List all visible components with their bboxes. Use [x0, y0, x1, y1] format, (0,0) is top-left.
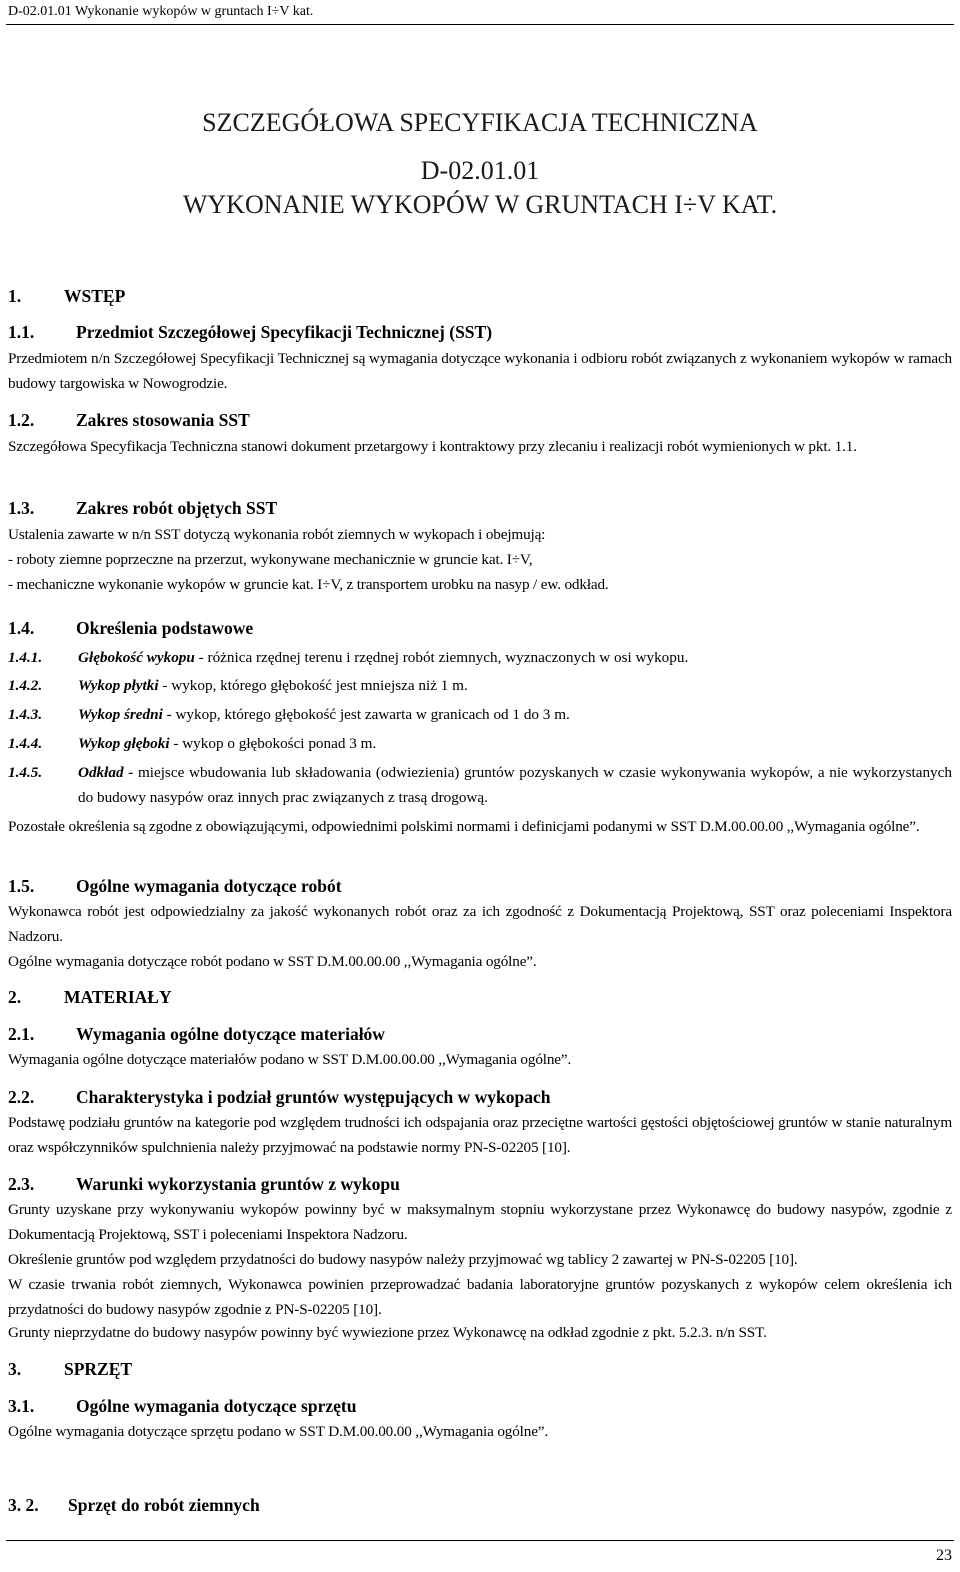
definition-number: 1.4.5. [8, 764, 43, 781]
subsection-heading [8, 408, 250, 432]
paragraph: Grunty nieprzydatne do budowy nasypów powinny być wywiezione przez Wykonawcę na odkład zgodnie z pkt. 5.2.3. n/n SST. [8, 1324, 767, 1341]
definition-item [8, 645, 952, 670]
definition-text: - wykop o głębokości ponad 3 m. [169, 735, 377, 752]
definition-term: Wykop głęboki [78, 735, 170, 752]
subsection-title: Wymagania ogólne dotyczące materiałów [76, 1024, 385, 1044]
paragraph: Ogólne wymagania dotyczące sprzętu podano w SST D.M.00.00.00 ,,Wymagania ogólne”. [8, 1423, 549, 1440]
subsection-title: Warunki wykorzystania gruntów z wykopu [76, 1174, 400, 1194]
section-heading [8, 1357, 132, 1381]
subsection-title: Zakres robót objętych SST [76, 498, 278, 518]
subsection-number: 1.5. [8, 876, 35, 896]
section-title: SPRZĘT [64, 1359, 133, 1379]
subsection-number: 2.2. [8, 1087, 35, 1107]
document-subtitle: WYKONANIE WYKOPÓW W GRUNTACH I÷V KAT. [182, 190, 778, 219]
definition-term: Wykop płytki [78, 677, 159, 694]
subsection-number: 3. 2. [8, 1495, 39, 1515]
definition-item [8, 673, 952, 698]
definition-text: - różnica rzędnej terenu i rzędnej robót ziemnych, wyznaczonych w osi wykopu. [194, 649, 689, 666]
subsection-number: 1.1. [8, 322, 35, 342]
subsection-heading [8, 496, 277, 520]
subsection-title: Ogólne wymagania dotyczące robót [76, 876, 342, 896]
subsection-number: 1.2. [8, 410, 35, 430]
definition-number: 1.4.1. [8, 649, 43, 666]
subsection-title: Przedmiot Szczegółowej Specyfikacji Technicznej (SST) [76, 322, 493, 342]
section-title: MATERIAŁY [64, 987, 172, 1007]
paragraph: Pozostałe określenia są zgodne z obowiązującymi, odpowiednimi polskimi normami i definicjami podanymi w SST D.M.00.00.00 ,,Wymagania ogólne”. [8, 818, 920, 835]
paragraph: Grunty uzyskane przy wykonywaniu wykopów powinny być w maksymalnym stopniu wykorzystane przez Wykonawcę do budowy nasypów, zgodnie z Dokumentacją Projektową, SST i poleceniami Inspektora Nadzoru. [8, 1201, 952, 1243]
definition-term: Głębokość wykopu [78, 649, 195, 666]
subsection-number: 2.3. [8, 1174, 35, 1194]
header-rule [6, 24, 954, 25]
paragraph [8, 522, 952, 597]
subsection-number: 3.1. [8, 1396, 35, 1416]
subsection-number: 1.3. [8, 498, 35, 518]
section-heading [8, 284, 125, 308]
subsection-heading [8, 1022, 385, 1046]
section-title: WSTĘP [64, 286, 126, 306]
subsection-heading [8, 1172, 400, 1196]
subsection-heading [8, 320, 492, 344]
subsection-number: 2.1. [8, 1024, 35, 1044]
definition-item [8, 731, 952, 756]
page-number: 23 [936, 1547, 952, 1564]
document-title: SZCZEGÓŁOWA SPECYFIKACJA TECHNICZNA [202, 108, 758, 137]
subsection-heading [8, 874, 342, 898]
section-number: 1. [8, 286, 22, 306]
definition-item [8, 760, 952, 810]
section-number: 2. [8, 987, 22, 1007]
paragraph: Wykonawca robót jest odpowiedzialny za jakość wykonanych robót oraz za ich zgodność z Dokumentacją Projektową, SST oraz poleceniami Inspektora Nadzoru. [8, 903, 952, 945]
document-code: D-02.01.01 [420, 156, 540, 185]
definition-number: 1.4.2. [8, 677, 43, 694]
paragraph: Ogólne wymagania dotyczące robót podano w SST D.M.00.00.00 ,,Wymagania ogólne”. [8, 953, 537, 970]
list-item: - mechaniczne wykonanie wykopów w gruncie kat. I÷V, z transportem urobku na nasyp / ew. odkład. [8, 576, 609, 593]
subsection-title: Zakres stosowania SST [76, 410, 250, 430]
section-number: 3. [8, 1359, 22, 1379]
subsection-heading [8, 1085, 550, 1109]
subsection-number: 1.4. [8, 618, 35, 638]
running-header: D-02.01.01 Wykonanie wykopów w gruntach I÷V kat. [8, 4, 314, 19]
definition-text: - wykop, którego głębokość jest zawarta w granicach od 1 do 3 m. [162, 706, 570, 723]
paragraph: Wymagania ogólne dotyczące materiałów podano w SST D.M.00.00.00 ,,Wymagania ogólne”. [8, 1051, 572, 1068]
subsection-heading [8, 1394, 356, 1418]
subsection-heading [8, 616, 253, 640]
definition-number: 1.4.4. [8, 735, 43, 752]
paragraph: Podstawę podziału gruntów na kategorie pod względem trudności ich odspajania oraz przeciętne wartości gęstości objętościowej gruntów w stanie naturalnym oraz współczynników spulchnienia należy przyjmować na podstawie normy PN-S-02205 [10]. [8, 1114, 952, 1156]
definition-term: Wykop średni [78, 706, 163, 723]
definition-text: - wykop, którego głębokość jest mniejsza niż 1 m. [158, 677, 468, 694]
subsection-title: Ogólne wymagania dotyczące sprzętu [76, 1396, 357, 1416]
definition-text: miejsce wbudowania lub składowania (odwiezienia) gruntów pozyskanych w czasie wykonywania wykopów, a nie wykorzystanych do budowy nasypów oraz innych prac związanych z trasą drogową. [78, 764, 952, 806]
subsection-title: Sprzęt do robót ziemnych [68, 1495, 260, 1515]
list-item: - roboty ziemne poprzeczne na przerzut, wykonywane mechanicznie w gruncie kat. I÷V, [8, 551, 533, 568]
paragraph: Określenie gruntów pod względem przydatności do budowy nasypów należy przyjmować wg tablicy 2 zawartej w PN-S-02205 [10]. [8, 1251, 798, 1268]
paragraph-intro: Ustalenia zawarte w n/n SST dotyczą wykonania robót ziemnych w wykopach i obejmują: [8, 526, 546, 543]
definition-item [8, 702, 952, 727]
definition-term: Odkład - [78, 764, 134, 781]
section-heading [8, 985, 172, 1009]
definition-number: 1.4.3. [8, 706, 43, 723]
subsection-title: Określenia podstawowe [76, 618, 254, 638]
paragraph: Przedmiotem n/n Szczegółowej Specyfikacji Technicznej są wymagania dotyczące wykonania i odbioru robót związanych z wykonaniem wykopów w ramach budowy targowiska w Nowogrodzie. [8, 350, 952, 392]
paragraph: Szczegółowa Specyfikacja Techniczna stanowi dokument przetargowy i kontraktowy przy zlecaniu i realizacji robót wymienionych w pkt. 1.1. [8, 438, 857, 455]
paragraph: W czasie trwania robót ziemnych, Wykonawca powinien przeprowadzać badania laboratoryjne gruntów pozyskanych z wykopów celem określenia ich przydatności do budowy nasypów zgodnie z PN-S-02205 [10]. [8, 1276, 952, 1318]
footer-rule [6, 1540, 954, 1541]
subsection-title: Charakterystyka i podział gruntów występujących w wykopach [76, 1087, 551, 1107]
subsection-heading [8, 1493, 260, 1517]
